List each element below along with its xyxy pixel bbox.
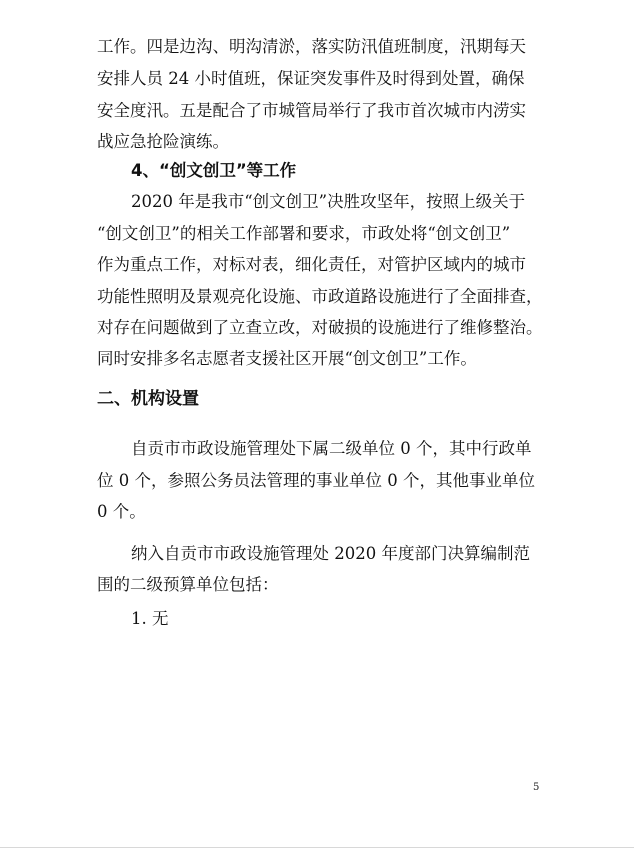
section-4-heading: 4、“创文创卫”等工作 — [131, 161, 297, 180]
list-item: 1. 无 — [131, 609, 169, 628]
paragraph-line: 对存在问题做到了立查立改，对破损的设施进行了维修整治。 — [97, 318, 543, 337]
paragraph-line: 位 0 个，参照公务员法管理的事业单位 0 个，其他事业单位 — [97, 471, 535, 490]
paragraph-line: 安排人员 24 小时值班，保证突发事件及时得到处置，确保 — [97, 69, 525, 88]
paragraph-line: 安全度汛。五是配合了市城管局举行了我市首次城市内涝实 — [97, 101, 526, 120]
page-number: 5 — [533, 782, 540, 793]
paragraph-line: 0 个。 — [97, 502, 146, 521]
paragraph-line: 功能性照明及景观亮化设施、市政道路设施进行了全面排查， — [97, 287, 543, 306]
paragraph-line: 纳入自贡市市政设施管理处 2020 年度部门决算编制范 — [131, 544, 530, 563]
section-two-heading: 二、机构设置 — [97, 389, 199, 409]
paragraph-line: 战应急抢险演练。 — [97, 132, 229, 151]
paragraph-line: 围的二级预算单位包括： — [97, 575, 279, 594]
paragraph-line: 自贡市市政设施管理处下属二级单位 0 个，其中行政单 — [131, 439, 532, 458]
paragraph-line: “创文创卫”的相关工作部署和要求，市政处将“创文创卫” — [97, 224, 511, 243]
paragraph-line: 同时安排多名志愿者支援社区开展“创文创卫”工作。 — [97, 349, 477, 368]
paragraph-line: 2020 年是我市“创文创卫”决胜攻坚年，按照上级关于 — [131, 192, 526, 211]
paragraph-line: 作为重点工作，对标对表，细化责任，对管护区域内的城市 — [97, 255, 526, 274]
paragraph-line: 工作。四是边沟、明沟清淤，落实防汛值班制度，汛期每天 — [97, 37, 526, 56]
